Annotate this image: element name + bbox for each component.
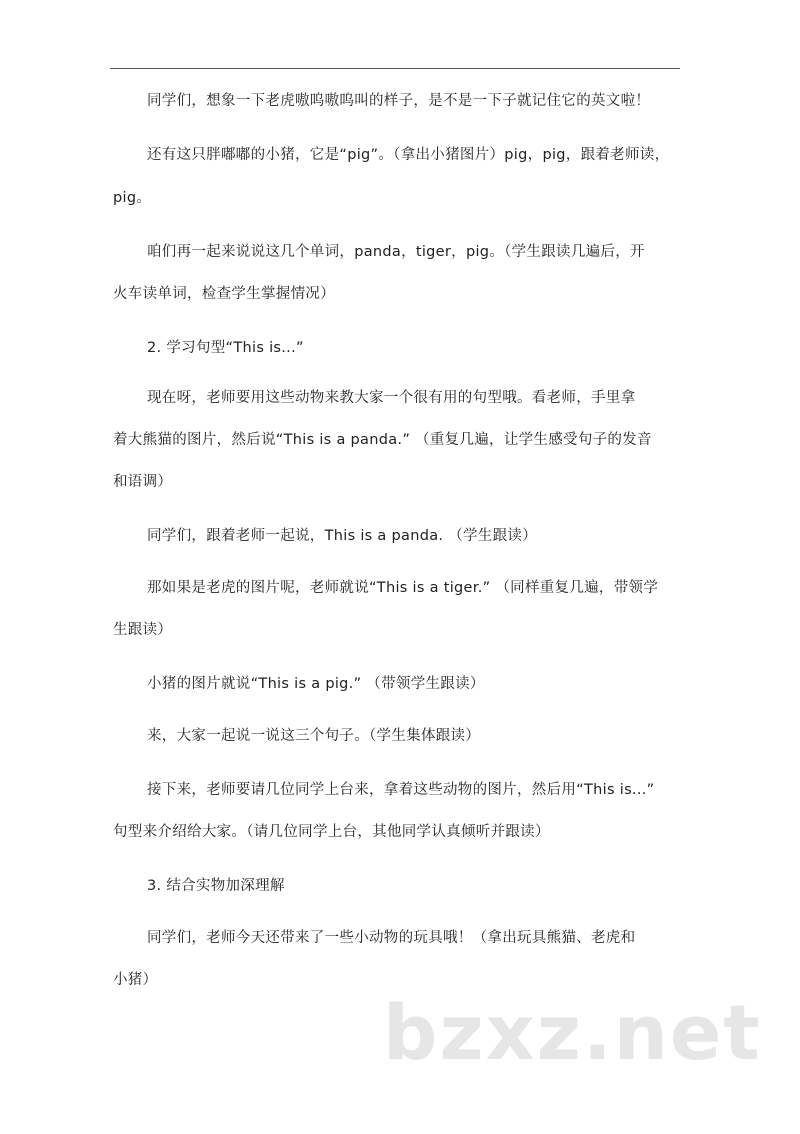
paragraph-line: 同学们，跟着老师一起说，This is a panda. （学生跟读） — [147, 528, 538, 544]
watermark: bzxz.net — [383, 988, 762, 1077]
paragraph-line: 句型来介绍给大家。（请几位同学上台，其他同学认真倾听并跟读） — [113, 824, 550, 840]
paragraph-line: 和语调） — [113, 474, 173, 490]
paragraph-line: 小猪的图片就说“This is a pig.” （带领学生跟读） — [147, 676, 485, 692]
paragraph-line: 同学们，想象一下老虎嗷呜嗷呜叫的样子，是不是一下子就记住它的英文啦！ — [147, 93, 651, 109]
paragraph-line: 火车读单词，检查学生掌握情况） — [113, 286, 335, 302]
paragraph-line: 生跟读） — [113, 622, 173, 638]
paragraph-line: 小猪） — [113, 972, 158, 988]
paragraph-line: pig。 — [113, 190, 152, 206]
header-rule — [110, 68, 680, 69]
paragraph-line: 还有这只胖嘟嘟的小猪，它是“pig”。（拿出小猪图片）pig，pig，跟着老师读， — [147, 147, 670, 163]
paragraph-line: 同学们，老师今天还带来了一些小动物的玩具哦！（拿出玩具熊猫、老虎和 — [147, 930, 636, 946]
section-heading: 2. 学习句型“This is...” — [147, 340, 304, 356]
paragraph-line: 着大熊猫的图片，然后说“This is a panda.” （重复几遍，让学生感受句子的发音 — [113, 432, 652, 448]
paragraph-line: 接下来，老师要请几位同学上台来，拿着这些动物的图片，然后用“This is...” — [147, 782, 655, 798]
paragraph-line: 现在呀，老师要用这些动物来教大家一个很有用的句型哦。看老师，手里拿 — [147, 390, 636, 406]
paragraph-line: 来，大家一起说一说这三个句子。（学生集体跟读） — [147, 728, 481, 744]
section-heading: 3. 结合实物加深理解 — [147, 878, 285, 894]
paragraph-line: 那如果是老虎的图片呢，老师就说“This is a tiger.” （同样重复几遍，带领学 — [147, 580, 659, 596]
paragraph-line: 咱们再一起来说说这几个单词，panda，tiger，pig。（学生跟读几遍后，开 — [147, 244, 645, 260]
